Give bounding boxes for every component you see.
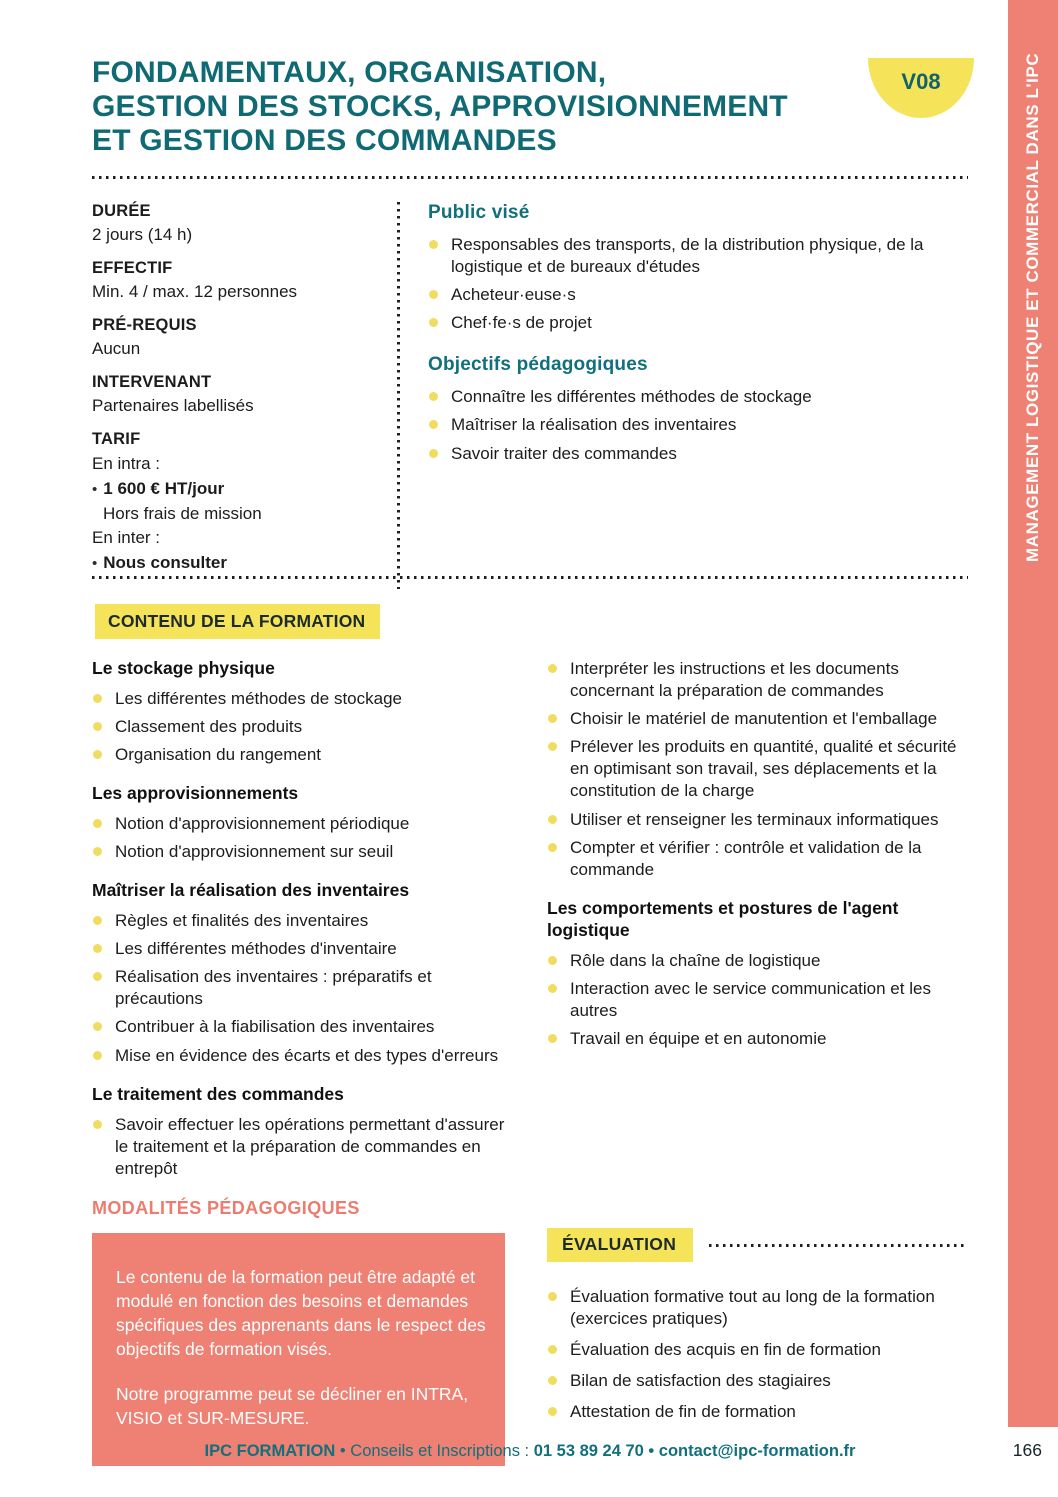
section-list: [92, 910, 505, 1067]
bullet-icon: [93, 1051, 102, 1060]
list-item-text: Compter et vérifier : contrôle et validation de la commande: [570, 837, 922, 879]
content-columns: [92, 658, 968, 1186]
list-item: [428, 386, 968, 408]
public-vise-heading: Public visé: [428, 202, 530, 223]
footer: [92, 1442, 968, 1461]
evaluation-list: [547, 1286, 968, 1423]
section-title: Les approvisionnements: [92, 783, 299, 804]
info-field-duree: [92, 202, 397, 246]
section-list: [92, 1114, 505, 1180]
field-label: PRÉ-REQUIS: [92, 316, 197, 335]
list-item: [92, 1114, 505, 1180]
contenu-section-heading: CONTENU DE LA FORMATION: [95, 604, 380, 639]
tarif-inter-value: Nous consulter: [103, 552, 228, 572]
tarif-intra-label: En intra :: [92, 454, 161, 474]
bullet-icon: [548, 1292, 557, 1301]
list-item-text: Interpréter les instructions et les documents concernant la préparation de commandes: [570, 659, 899, 701]
tarif-inter-value-line: [92, 551, 397, 576]
content-section-preparation: [547, 658, 968, 881]
list-item-text: Interaction avec le service communication et les autres: [570, 978, 931, 1020]
section-title: Les comportements et postures de l'agent logistique: [547, 897, 899, 940]
bullet-icon: [429, 290, 438, 299]
title-line-2: GESTION DES STOCKS, APPROVISIONNEMENT: [92, 89, 788, 123]
title-line-3: ET GESTION DES COMMANDES: [92, 123, 557, 157]
list-item-text: Notion d'approvisionnement sur seuil: [115, 842, 394, 862]
list-item: [92, 744, 505, 766]
list-item-text: Organisation du rangement: [115, 745, 322, 765]
list-item-text: Évaluation des acquis en fin de formation: [570, 1340, 881, 1360]
dotted-divider-middle: [92, 576, 968, 579]
bullet-icon: [93, 847, 102, 856]
bullet-icon: [93, 722, 102, 731]
bullet-icon: [93, 1120, 102, 1129]
course-code-badge: V08: [868, 58, 974, 118]
list-item-text: Prélever les produits en quantité, qualité et sécurité en optimisant son travail, ses déplacements et la constitution de la charge: [570, 737, 957, 801]
list-item: [547, 708, 968, 730]
list-item-text: Acheteur·euse·s: [451, 285, 576, 305]
content-column-left: [92, 658, 505, 1186]
list-item-text: Contribuer à la fiabilisation des inventaires: [115, 1017, 435, 1037]
modalites-section: [92, 1198, 505, 1466]
bullet-icon: [93, 972, 102, 981]
list-item: [547, 736, 968, 802]
field-value: Partenaires labellisés: [92, 396, 254, 416]
tarif-inter-label: En inter :: [92, 528, 161, 548]
bullet-icon: [548, 742, 557, 751]
bullet-icon: [548, 714, 557, 723]
section-title: Maîtriser la réalisation des inventaires: [92, 880, 410, 901]
bullet-icon: [93, 916, 102, 925]
list-item: [92, 938, 505, 960]
footer-separator: •: [339, 1442, 346, 1460]
field-label: DURÉE: [92, 202, 151, 220]
bullet-icon: [93, 944, 102, 953]
field-value: 2 jours (14 h): [92, 225, 193, 244]
modalites-heading: MODALITÉS PÉDAGOGIQUES: [92, 1198, 360, 1218]
header: [92, 56, 974, 158]
objectifs-heading: Objectifs pédagogiques: [428, 354, 648, 376]
bullet-icon: [429, 318, 438, 327]
field-value: Min. 4 / max. 12 personnes: [92, 282, 298, 302]
bottom-section: [92, 1198, 968, 1466]
list-item: [547, 1401, 968, 1423]
tarif-intra-note: Hors frais de mission: [103, 503, 262, 523]
field-label: EFFECTIF: [92, 259, 173, 278]
list-item: [428, 312, 968, 334]
list-item-text: Choisir le matériel de manutention et l'emballage: [570, 709, 938, 729]
list-item: [547, 809, 968, 831]
content-column-right: [547, 658, 968, 1186]
list-item: [92, 716, 505, 738]
list-item-text: Les différentes méthodes d'inventaire: [115, 939, 397, 959]
list-item: [92, 841, 505, 863]
footer-phone: 01 53 89 24 70: [533, 1442, 644, 1460]
evaluation-heading: ÉVALUATION: [547, 1228, 693, 1262]
list-item-text: Savoir effectuer les opérations permettant d'assurer le traitement et la préparation de commandes en entrepôt: [115, 1114, 505, 1178]
page-title: [92, 56, 788, 158]
list-item: [547, 658, 968, 702]
bullet-icon: [429, 420, 438, 429]
modalites-paragraph-1: Le contenu de la formation peut être adapté et modulé en fonction des besoins et demandes spécifiques des apprenants dans le respect des objectifs de formation visés.: [116, 1267, 486, 1360]
dotted-divider-top: [92, 176, 968, 179]
list-item-text: Attestation de fin de formation: [570, 1402, 796, 1422]
bullet-icon: [548, 664, 557, 673]
course-info-section: [92, 202, 968, 589]
bullet-icon: •: [92, 554, 98, 572]
bullet-icon: •: [92, 481, 98, 499]
list-item: [547, 837, 968, 881]
list-item-text: Maîtriser la réalisation des inventaires: [451, 415, 737, 435]
list-item: [428, 234, 968, 278]
content-section-traitement: [92, 1084, 505, 1180]
bullet-icon: [548, 1034, 557, 1043]
content-section-inventaires: [92, 880, 505, 1066]
list-item: [428, 284, 968, 306]
sidebar-category-label: MANAGEMENT LOGISTIQUE ET COMMERCIAL DANS L'IPC: [1023, 52, 1042, 562]
list-item: [92, 1045, 505, 1067]
list-item: [547, 1028, 968, 1050]
bullet-icon: [548, 843, 557, 852]
bullet-icon: [548, 956, 557, 965]
field-label: INTERVENANT: [92, 373, 212, 392]
page-number: 166: [1012, 1440, 1042, 1460]
footer-contact-label: Conseils et Inscriptions :: [350, 1442, 530, 1460]
section-title: Le traitement des commandes: [92, 1083, 344, 1104]
list-item-text: Classement des produits: [115, 716, 303, 736]
list-item-text: Travail en équipe et en autonomie: [570, 1028, 827, 1048]
course-facts-column: [92, 202, 397, 589]
list-item-text: Responsables des transports, de la distribution physique, de la logistique et de bureaux d'études: [451, 235, 924, 277]
section-list: [547, 950, 968, 1050]
audience-objectives-column: [400, 202, 968, 589]
list-item: [92, 1016, 505, 1038]
modalites-box: [92, 1233, 505, 1466]
list-item-text: Utiliser et renseigner les terminaux informatiques: [570, 809, 939, 829]
list-item-text: Mise en évidence des écarts et des types d'erreurs: [115, 1045, 499, 1065]
bullet-icon: [548, 1376, 557, 1385]
field-label: TARIF: [92, 430, 141, 449]
list-item-text: Connaître les différentes méthodes de stockage: [451, 387, 812, 407]
bullet-icon: [548, 1407, 557, 1416]
list-item-text: Bilan de satisfaction des stagiaires: [570, 1371, 831, 1391]
list-item-text: Évaluation formative tout au long de la formation (exercices pratiques): [570, 1287, 935, 1329]
objectifs-list: [428, 386, 968, 464]
bullet-icon: [93, 819, 102, 828]
section-title: Le stockage physique: [92, 658, 275, 678]
list-item-text: Notion d'approvisionnement périodique: [115, 814, 410, 834]
field-value: Aucun: [92, 339, 141, 359]
bullet-icon: [548, 984, 557, 993]
section-list: [92, 813, 505, 863]
list-item-text: Les différentes méthodes de stockage: [115, 688, 402, 708]
list-item-text: Chef·fe·s de projet: [451, 313, 592, 333]
bullet-icon: [429, 392, 438, 401]
footer-email: contact@ipc-formation.fr: [658, 1442, 856, 1460]
list-item: [92, 910, 505, 932]
section-list: [547, 658, 968, 881]
list-item-text: Rôle dans la chaîne de logistique: [570, 950, 821, 970]
bullet-icon: [93, 694, 102, 703]
bullet-icon: [429, 240, 438, 249]
bullet-icon: [548, 815, 557, 824]
list-item: [547, 1286, 968, 1330]
list-item: [547, 950, 968, 972]
list-item: [547, 1370, 968, 1392]
content-section-approvisionnements: [92, 783, 505, 863]
info-field-effectif: [92, 259, 397, 303]
evaluation-header: [547, 1228, 968, 1262]
section-list: [92, 688, 505, 766]
footer-separator: •: [648, 1442, 655, 1460]
list-item: [547, 978, 968, 1022]
tarif-intra-price-line: [92, 477, 397, 502]
list-item-text: Règles et finalités des inventaires: [115, 911, 369, 931]
bullet-icon: [93, 1022, 102, 1031]
bullet-icon: [93, 750, 102, 759]
evaluation-section: [547, 1228, 968, 1466]
list-item: [92, 688, 505, 710]
bullet-icon: [429, 449, 438, 458]
list-item: [547, 1339, 968, 1361]
title-line-1: FONDAMENTAUX, ORGANISATION,: [92, 56, 607, 89]
list-item-text: Savoir traiter des commandes: [451, 443, 677, 463]
info-field-tarif: [92, 430, 397, 575]
tarif-intra-price: 1 600 € HT/jour: [103, 479, 225, 499]
list-item: [428, 414, 968, 436]
footer-brand: IPC FORMATION: [204, 1442, 336, 1460]
dotted-divider-evaluation: [709, 1244, 968, 1247]
info-field-prerequis: [92, 316, 397, 360]
content-section-comportements: [547, 898, 968, 1050]
list-item: [92, 813, 505, 835]
vertical-sidebar: [1008, 0, 1058, 1427]
info-field-intervenant: [92, 373, 397, 417]
modalites-paragraph-2: Notre programme peut se décliner en INTRA, VISIO et SUR-MESURE.: [116, 1383, 469, 1428]
bullet-icon: [548, 1345, 557, 1354]
list-item: [428, 443, 968, 465]
content-section-stockage: [92, 658, 505, 766]
list-item-text: Réalisation des inventaires : préparatifs et précautions: [115, 967, 432, 1009]
list-item: [92, 966, 505, 1010]
public-vise-list: [428, 234, 968, 334]
